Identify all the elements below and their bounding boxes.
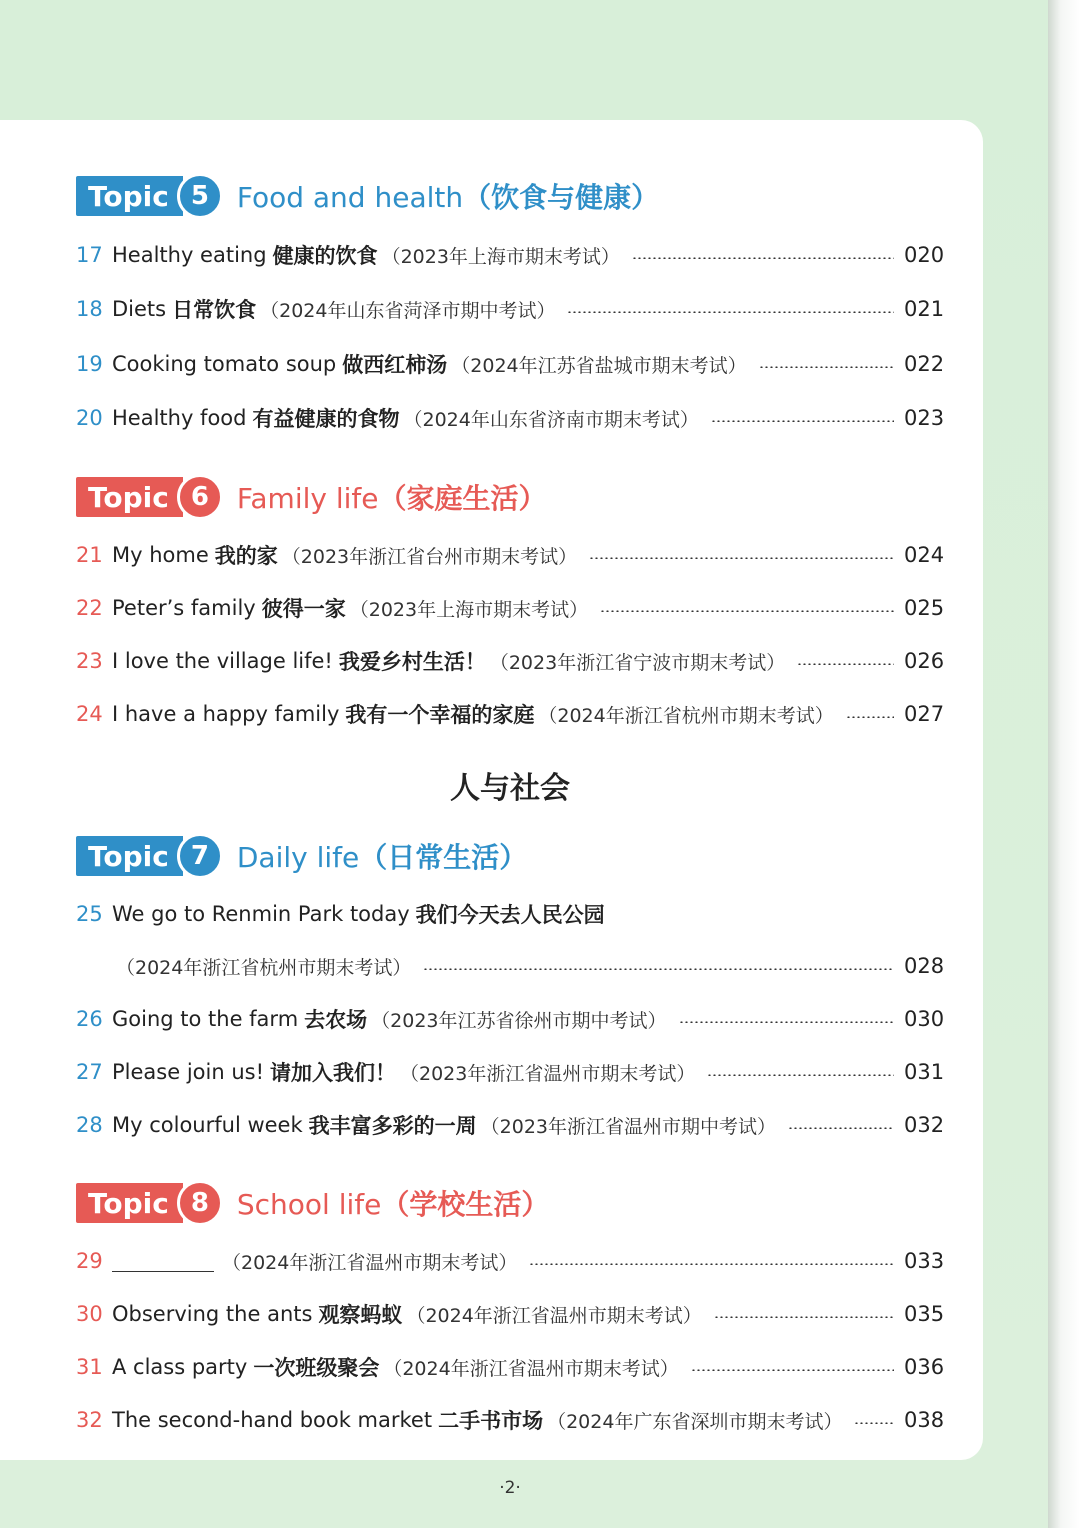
entry-source: （2023年江苏省徐州市期中考试） — [371, 1009, 667, 1032]
entry-page: 025 — [904, 596, 945, 620]
toc-entry-26[interactable] — [76, 1003, 944, 1035]
topic-title-en: Family life — [236, 482, 379, 515]
entry-source: （2023年浙江省宁波市期末考试） — [489, 651, 786, 674]
topic-7-header — [76, 834, 527, 878]
topic-title — [237, 176, 659, 216]
leader-dots — [788, 1127, 894, 1129]
toc-entry-27[interactable] — [76, 1056, 944, 1088]
topic-5-header — [76, 174, 659, 218]
entry-source: （2023年上海市期末考试） — [381, 245, 620, 268]
topic-title-cn: （学校生活） — [381, 1188, 550, 1221]
toc-entry-20[interactable] — [76, 402, 944, 434]
entry-title-cn: 日常饮食 — [172, 298, 257, 322]
entry-title-en: My colourful week — [112, 1113, 303, 1137]
leader-dots — [529, 1263, 894, 1265]
leader-dots — [707, 1074, 894, 1076]
entry-title-cn: 健康的饮食 — [272, 244, 378, 268]
entry-title-en: I love the village life! — [112, 649, 333, 673]
entry-number: 23 — [76, 649, 103, 673]
topic-number: 5 — [177, 173, 223, 219]
entry-title-cn: 一次班级聚会 — [253, 1356, 380, 1380]
topic-title-en: School life — [236, 1188, 382, 1221]
entry-page: 035 — [904, 1302, 945, 1326]
section-heading: 人与社会 — [450, 771, 570, 806]
topic-title-en: Food and health — [236, 181, 464, 214]
entry-page: 021 — [904, 297, 945, 321]
entry-page: 023 — [904, 406, 945, 430]
entry-page: 022 — [904, 352, 945, 376]
entry-title-en: My home — [112, 543, 209, 567]
topic-number: 8 — [177, 1180, 223, 1226]
topic-6-header — [76, 475, 547, 519]
toc-entry-31[interactable] — [76, 1351, 944, 1383]
entry-source: （2024年广东省深圳市期末考试） — [547, 1410, 843, 1433]
toc-entry-25[interactable] — [76, 898, 944, 930]
topic-tag: Topic — [76, 836, 183, 876]
entry-title-en: Please join us! — [112, 1060, 264, 1084]
entry-title-en: Observing the ants — [112, 1302, 313, 1326]
page-number: ·2· — [499, 1478, 521, 1498]
entry-title-cn: 请加入我们！ — [270, 1061, 396, 1085]
entry-title-en: Peter’s family — [112, 596, 256, 620]
entry-source: （2024年浙江省杭州市期末考试） — [116, 956, 412, 979]
entry-title-cn: 我丰富多彩的一周 — [308, 1114, 477, 1138]
entry-title-en: Cooking tomato soup — [112, 352, 337, 376]
entry-source: （2024年浙江省杭州市期末考试） — [538, 704, 834, 727]
entry-number: 18 — [76, 297, 103, 321]
entry-title-en: The second-hand book market — [112, 1408, 433, 1432]
leader-dots — [759, 366, 894, 368]
entry-source: （2024年山东省济南市期末考试） — [403, 408, 699, 431]
leader-dots — [423, 968, 894, 970]
topic-title-cn: （日常生活） — [359, 841, 528, 874]
entry-title-cn: 去农场 — [304, 1008, 368, 1032]
entry-number: 20 — [76, 406, 103, 430]
entry-title-cn: 我们今天去人民公园 — [415, 903, 605, 927]
entry-page: 026 — [904, 649, 945, 673]
leader-dots — [854, 1422, 894, 1424]
leader-dots — [589, 557, 894, 559]
topic-title-en: Daily life — [236, 841, 360, 874]
entry-title-en: Going to the farm — [112, 1007, 299, 1031]
entry-title-en: We go to Renmin Park today — [112, 902, 410, 926]
entry-number: 17 — [76, 243, 103, 267]
topic-number: 7 — [177, 833, 223, 879]
entry-number: 27 — [76, 1060, 103, 1084]
entry-title-en: Healthy eating — [112, 243, 267, 267]
entry-title-cn: 彼得一家 — [261, 597, 346, 621]
entry-source: （2024年浙江省温州市期末考试） — [222, 1251, 518, 1274]
topic-tag: Topic — [76, 176, 183, 216]
topic-title-cn: （饮食与健康） — [463, 181, 660, 214]
entry-title-cn: 我的家 — [214, 544, 278, 568]
topic-title — [237, 1183, 550, 1223]
entry-page: 030 — [904, 1007, 945, 1031]
entry-title-en: Healthy food — [112, 406, 247, 430]
topic-number: 6 — [177, 474, 223, 520]
leader-dots — [632, 257, 894, 259]
entry-number: 22 — [76, 596, 103, 620]
entry-title-cn: 二手书市场 — [438, 1409, 544, 1433]
entry-title-cn: 我有一个幸福的家庭 — [345, 703, 535, 727]
entry-number: 24 — [76, 702, 103, 726]
entry-source: （2024年浙江省温州市期末考试） — [406, 1304, 702, 1327]
topic-8-header — [76, 1181, 549, 1225]
topic-title-cn: （家庭生活） — [378, 482, 547, 515]
toc-entry-30[interactable] — [76, 1298, 944, 1330]
entry-source: （2023年浙江省台州市期末考试） — [281, 545, 578, 568]
toc-entry-22[interactable] — [76, 592, 944, 624]
leader-dots — [797, 663, 894, 665]
leader-dots — [846, 716, 894, 718]
entry-number: 21 — [76, 543, 103, 567]
leader-dots — [567, 311, 894, 313]
toc-entry-23[interactable] — [76, 645, 944, 677]
topic-title — [237, 836, 527, 876]
toc-entry-21[interactable] — [76, 539, 944, 571]
entry-source: （2024年江苏省盐城市期末考试） — [451, 354, 747, 377]
entry-number: 25 — [76, 902, 103, 926]
entry-title-cn: 我爱乡村生活！ — [338, 650, 486, 674]
leader-dots — [691, 1369, 894, 1371]
entry-source: （2023年浙江省温州市期末考试） — [400, 1062, 696, 1085]
entry-source: （2023年上海市期末考试） — [349, 598, 589, 621]
title-blank-line — [112, 1251, 214, 1272]
entry-source: （2024年浙江省温州市期末考试） — [383, 1357, 679, 1380]
entry-page: 020 — [904, 243, 945, 267]
entry-page: 024 — [904, 543, 945, 567]
entry-page: 031 — [904, 1060, 945, 1084]
entry-number: 28 — [76, 1113, 103, 1137]
toc-entry-18[interactable] — [76, 293, 944, 325]
toc-entry-19[interactable] — [76, 348, 944, 380]
topic-title — [237, 477, 547, 517]
entry-number: 19 — [76, 352, 103, 376]
entry-title-en: A class party — [112, 1355, 248, 1379]
entry-page: 038 — [904, 1408, 945, 1432]
leader-dots — [714, 1316, 894, 1318]
page-edge — [1048, 0, 1080, 1528]
entry-page: 033 — [904, 1249, 945, 1273]
toc-entry-25-continued[interactable] — [112, 950, 944, 982]
entry-source: （2023年浙江省温州市期中考试） — [480, 1115, 776, 1138]
toc-entry-28[interactable] — [76, 1109, 944, 1141]
entry-page: 032 — [904, 1113, 945, 1137]
entry-source: （2024年山东省菏泽市期中考试） — [260, 299, 556, 322]
toc-entry-29[interactable] — [76, 1245, 944, 1277]
entry-page: 036 — [904, 1355, 945, 1379]
topic-tag: Topic — [76, 477, 183, 517]
entry-title-cn: 做西红柿汤 — [342, 353, 448, 377]
toc-entry-17[interactable] — [76, 239, 944, 271]
toc-entry-32[interactable] — [76, 1404, 944, 1436]
entry-title-en: I have a happy family — [112, 702, 340, 726]
entry-number: 26 — [76, 1007, 103, 1031]
entry-title-en: Diets — [112, 297, 167, 321]
entry-number: 30 — [76, 1302, 103, 1326]
entry-number: 29 — [76, 1249, 103, 1273]
entry-title-cn: 观察蚂蚁 — [318, 1303, 403, 1327]
leader-dots — [711, 420, 894, 422]
leader-dots — [679, 1021, 894, 1023]
entry-page: 028 — [904, 954, 945, 978]
leader-dots — [600, 610, 894, 612]
entry-number: 31 — [76, 1355, 103, 1379]
toc-entry-24[interactable] — [76, 698, 944, 730]
entry-title-cn: 有益健康的食物 — [252, 407, 400, 431]
topic-tag: Topic — [76, 1183, 183, 1223]
entry-number: 32 — [76, 1408, 103, 1432]
entry-page: 027 — [904, 702, 945, 726]
